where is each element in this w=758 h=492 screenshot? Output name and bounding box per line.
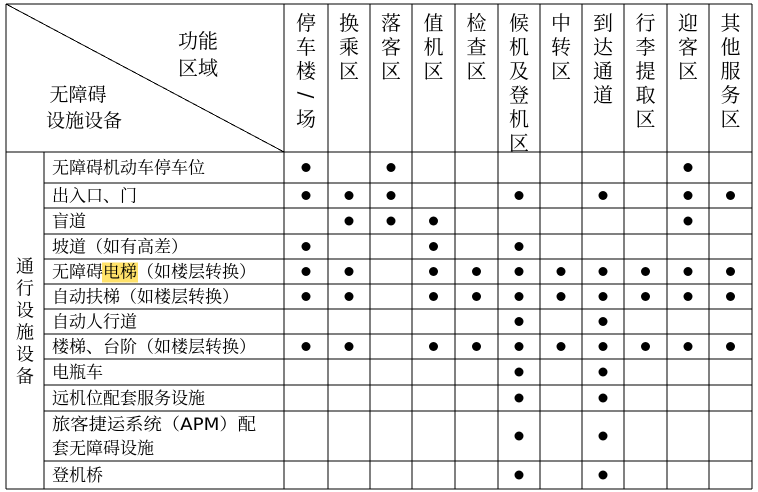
column-header <box>678 11 698 83</box>
applicability-dot <box>515 342 524 351</box>
column-header-char: 区 <box>551 59 571 83</box>
applicability-dot <box>684 292 693 301</box>
column-header <box>509 11 529 155</box>
column-header-char: 楼 <box>296 59 316 83</box>
column-header <box>467 11 487 83</box>
column-header-char: 候 <box>509 11 529 35</box>
row-label: 套无障碍设施 <box>52 439 154 459</box>
column-header-char: 换 <box>339 11 359 35</box>
corner-facility-label: 无障碍 <box>49 84 107 106</box>
applicability-dot <box>557 342 566 351</box>
column-header-char: 达 <box>593 35 613 59</box>
group-label-traffic-facilities <box>16 257 34 388</box>
column-header <box>636 11 656 131</box>
column-header-char: 提 <box>635 59 656 83</box>
applicability-dot <box>429 292 438 301</box>
column-header <box>339 11 359 83</box>
applicability-dot <box>557 267 566 276</box>
column-header-char: 迎 <box>678 11 698 35</box>
column-header-char: 服 <box>720 59 741 83</box>
applicability-dot <box>472 267 481 276</box>
applicability-dot <box>684 342 693 351</box>
applicability-dot <box>302 191 311 200</box>
applicability-dot <box>345 191 354 200</box>
applicability-dot <box>684 217 693 226</box>
applicability-dot <box>302 342 311 351</box>
applicability-dot <box>387 217 396 226</box>
column-header-char: 机 <box>423 35 444 59</box>
applicability-dot <box>726 292 735 301</box>
column-header-char: 查 <box>466 35 487 59</box>
corner-facility-label: 设施设备 <box>45 110 123 132</box>
applicability-dot <box>599 342 608 351</box>
column-header <box>593 11 613 107</box>
applicability-dot <box>641 267 650 276</box>
group-label-char: 通 <box>16 256 34 278</box>
applicability-dot <box>472 292 481 301</box>
applicability-dot <box>345 292 354 301</box>
applicability-dot <box>429 217 438 226</box>
column-header-char: 区 <box>509 131 529 155</box>
applicability-dot <box>429 342 438 351</box>
group-label-char: 行 <box>16 278 34 300</box>
column-header-char: 客 <box>678 35 698 59</box>
applicability-dot <box>345 342 354 351</box>
row-label: 盲道 <box>52 212 86 232</box>
applicability-dot <box>515 394 524 403</box>
group-label-char: 备 <box>16 366 34 388</box>
applicability-dot <box>599 368 608 377</box>
column-header-char: 值 <box>423 11 444 35</box>
applicability-dot <box>472 342 481 351</box>
row-label: 无障碍电梯（如楼层转换） <box>52 262 256 283</box>
applicability-dot <box>515 471 524 480</box>
applicability-dot <box>515 191 524 200</box>
applicability-dot <box>302 267 311 276</box>
applicability-dot <box>599 292 608 301</box>
column-header-char: 李 <box>635 35 656 59</box>
column-header-char: 落 <box>381 11 401 35</box>
column-header-char: 乘 <box>339 35 359 59</box>
row-label: 无障碍机动车停车位 <box>52 158 205 179</box>
column-header-char: 转 <box>551 35 571 59</box>
column-header-char: 取 <box>635 83 656 107</box>
applicability-dot <box>599 267 608 276</box>
applicability-dot <box>429 267 438 276</box>
applicability-dot <box>599 432 608 441</box>
applicability-dot <box>515 242 524 251</box>
column-header-char: 道 <box>593 83 613 107</box>
column-header-char: 到 <box>593 11 613 35</box>
row-label: 坡道（如有高差） <box>52 237 188 258</box>
column-header <box>294 11 318 131</box>
column-header <box>721 11 742 131</box>
row-label: 楼梯、台阶（如楼层转换） <box>52 337 256 358</box>
column-header-char: 区 <box>720 107 741 131</box>
corner-function-area-label: 功能 <box>178 29 218 53</box>
corner-function-area-label: 区域 <box>178 56 218 80</box>
row-label: 出入口、门 <box>52 186 137 207</box>
applicability-dot <box>599 191 608 200</box>
column-header-char: 通 <box>593 59 613 83</box>
applicability-dot <box>726 342 735 351</box>
applicability-dot <box>302 163 311 172</box>
group-label-char: 设 <box>16 344 34 366</box>
column-header <box>381 11 401 83</box>
column-header-char: 区 <box>678 59 698 83</box>
group-label-char: 施 <box>16 322 34 344</box>
column-header-char: 行 <box>635 11 656 35</box>
column-header-char: 机 <box>509 107 529 131</box>
row-label: 自动人行道 <box>52 312 137 333</box>
column-header-char: 务 <box>720 83 741 107</box>
applicability-dot <box>515 432 524 441</box>
column-header-char: 中 <box>551 11 571 35</box>
row-label: 电瓶车 <box>52 363 103 383</box>
applicability-dot <box>515 267 524 276</box>
applicability-dot <box>684 267 693 276</box>
column-header-char: 其 <box>720 11 741 35</box>
column-header <box>424 11 444 83</box>
applicability-dot <box>726 267 735 276</box>
applicability-dot <box>345 217 354 226</box>
column-header-char: 机 <box>509 35 529 59</box>
row-label: 远机位配套服务设施 <box>52 389 205 409</box>
applicability-dot <box>599 471 608 480</box>
column-header-char: 登 <box>509 83 529 107</box>
column-header-char: 及 <box>509 59 529 83</box>
column-header-char: 区 <box>339 59 359 83</box>
row-label: 旅客捷运系统（APM）配 <box>52 415 256 435</box>
applicability-dot <box>557 292 566 301</box>
applicability-dot <box>684 191 693 200</box>
column-header-char: 停 <box>296 11 316 35</box>
column-header-char: 检 <box>466 11 487 35</box>
column-header-char: 区 <box>466 59 487 83</box>
applicability-dot <box>302 242 311 251</box>
applicability-dot <box>515 292 524 301</box>
column-header-char: 区 <box>635 107 656 131</box>
column-header-char: 场 <box>296 107 316 131</box>
applicability-dot <box>641 292 650 301</box>
applicability-dot <box>387 163 396 172</box>
applicability-dot <box>387 191 396 200</box>
applicability-dot <box>599 394 608 403</box>
applicability-dot <box>345 267 354 276</box>
column-header-char: 他 <box>720 35 741 59</box>
applicability-dot <box>599 317 608 326</box>
applicability-dot <box>726 191 735 200</box>
column-header-char: 区 <box>381 59 401 83</box>
group-label-char: 设 <box>16 300 34 322</box>
row-label: 登机桥 <box>52 466 103 486</box>
column-header <box>551 11 571 83</box>
applicability-dot <box>684 163 693 172</box>
column-header-char: 区 <box>423 59 444 83</box>
applicability-dot <box>515 368 524 377</box>
applicability-dot <box>429 242 438 251</box>
column-header-char: / <box>294 91 318 99</box>
applicability-dot <box>515 317 524 326</box>
column-header-char: 客 <box>381 35 401 59</box>
row-label: 自动扶梯（如楼层转换） <box>52 287 239 308</box>
applicability-dot <box>302 292 311 301</box>
applicability-dot <box>641 342 650 351</box>
column-header-char: 车 <box>296 35 316 59</box>
